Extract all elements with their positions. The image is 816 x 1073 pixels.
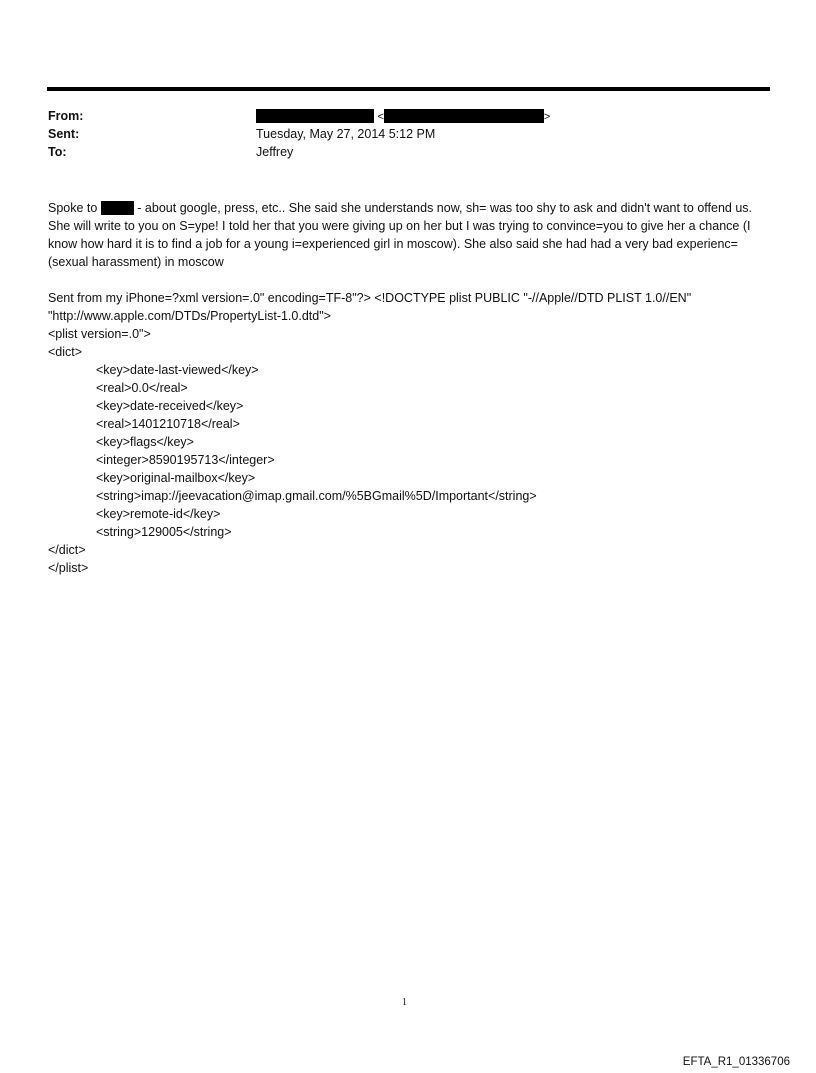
plist-line: <key>date-received</key> <box>96 399 244 413</box>
plist-line: <real>0.0</real> <box>96 381 188 395</box>
redacted-sender-name <box>256 109 374 123</box>
plist-line: <plist version=.0"> <box>48 327 151 341</box>
plist-line: </dict> <box>48 543 86 557</box>
plist-line: <integer>8590195713</integer> <box>96 453 275 467</box>
sent-value: Tuesday, May 27, 2014 5:12 PM <box>256 127 436 141</box>
plist-line: Sent from my iPhone=?xml version=.0" encoding=TF-8"?> <!DOCTYPE plist PUBLIC "-//Apple//DTD PLIST 1.0//EN" <box>48 291 692 305</box>
to-value: Jeffrey <box>256 145 294 159</box>
plist-line: <string>129005</string> <box>96 525 232 539</box>
plist-line: <key>original-mailbox</key> <box>96 471 256 485</box>
redacted-sender-email <box>384 109 544 123</box>
plist-line: <key>date-last-viewed</key> <box>96 363 259 377</box>
from-label: From: <box>48 109 84 123</box>
plist-line: <dict> <box>48 345 83 359</box>
plist-line: <key>remote-id</key> <box>96 507 221 521</box>
message-part-2: - about google, press, etc.. She said she understands now, sh= was too shy to ask and didn't want to offend us. She will write to you on S=ype! I told her that you were giving up on her but I was trying to convince=you to give her a chance (I know how hard it is to find a job for a young i=experienced girl in moscow). She also said she had had a very bad experienc= (sexual harassment) in moscow <box>48 201 752 269</box>
email-open-bracket: < <box>377 111 384 123</box>
to-label: To: <box>48 145 67 159</box>
plist-line: "http://www.apple.com/DTDs/PropertyList-1.0.dtd"> <box>48 309 331 323</box>
header-rule <box>47 87 770 91</box>
plist-line: <key>flags</key> <box>96 435 194 449</box>
plist-line: </plist> <box>48 561 89 575</box>
sent-label: Sent: <box>48 127 80 141</box>
bates-number: EFTA_R1_01336706 <box>682 1056 790 1068</box>
redacted-name <box>101 201 134 215</box>
plist-line: <real>1401210718</real> <box>96 417 240 431</box>
message-body <box>48 199 760 271</box>
message-part-1: Spoke to <box>48 201 98 215</box>
from-value <box>256 107 550 126</box>
page-number: 1 <box>402 997 407 1008</box>
plist-block <box>48 289 760 577</box>
plist-line: <string>imap://jeevacation@imap.gmail.com/%5BGmail%5D/Important</string> <box>96 489 537 503</box>
email-close-bracket: > <box>543 111 551 123</box>
